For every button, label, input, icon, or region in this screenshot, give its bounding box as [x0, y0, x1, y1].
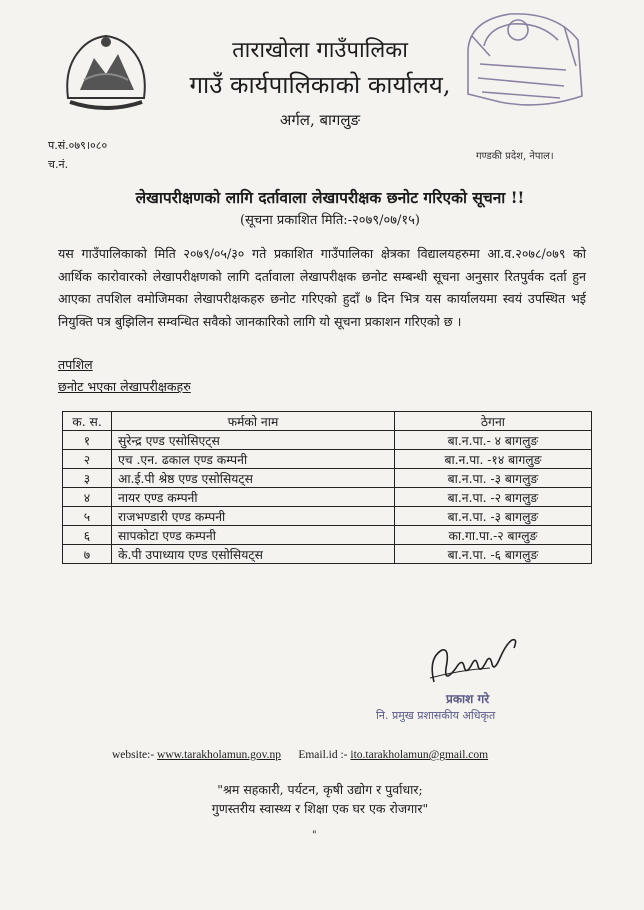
signatory-name: प्रकाश गरे: [446, 692, 490, 706]
address-cell: का.गा.पा.-२ बाग्लुङ: [394, 526, 591, 545]
table-row: [63, 507, 592, 526]
footer-mark: ": [312, 830, 317, 841]
firm-cell: एच .एन. ढकाल एण्ड कम्पनी: [112, 450, 395, 469]
table-row: [63, 545, 592, 564]
email-label: Email.id :-: [298, 749, 348, 761]
office-address: अर्गल, बागलुङ: [279, 111, 361, 129]
handwritten-signature: [420, 628, 540, 690]
dispatch-number: च.नं.: [48, 158, 69, 171]
notice-title: लेखापरीक्षणको लागि दर्तावाला लेखापरीक्षक छनोट गरिएको सूचना !!: [135, 188, 525, 207]
notice-body: यस गाउँपालिकाको मिति २०७९/०५/३० गते प्रकाशित गाउँपालिका क्षेत्रका विद्यालयहरुमा आ.व.२०७८/०७९ को आर्थिक कारोवारको लेखापरीक्षणको लागि दर्तावाला लेखापरीक्षक छनोट सम्बन्धी सूचना अनुसार रितपुर्वक दर्ता हुन आएका तपशिल वमोजिमका लेखापरीक्षकहरु छनोट गरिएको हुदाँ ७ दिन भित्र यस कार्यालयमा स्वयं उपस्थित भई नियुक्ति पत्र बुझिलिन सम्वन्धित सवैको जानकारिको लागि यो सूचना प्रकाशन गरिएको छ ।: [58, 246, 586, 329]
notice-publish-date: (सूचना प्रकाशित मिति:-२०७९/०७/१५): [240, 213, 420, 228]
address-cell: बा.न.पा. -६ बागलुङ: [394, 545, 591, 564]
address-cell: बा.न.पा. -१४ बागलुङ: [394, 450, 591, 469]
table-row: [63, 450, 592, 469]
serial-cell: ६: [63, 526, 112, 545]
website-link[interactable]: www.tarakholamun.gov.np: [157, 749, 282, 761]
serial-cell: ४: [63, 488, 112, 507]
letter-number: प.सं.०७९।०८०: [48, 139, 108, 152]
serial-cell: ७: [63, 545, 112, 564]
table-row: [63, 431, 592, 450]
website-label: website:-: [112, 749, 155, 761]
firm-cell: के.पी उपाध्याय एण्ड एसोसियट्स: [112, 545, 395, 564]
motto-line-2: गुणस्तरीय स्वास्थ्य र शिक्षा एक घर एक रोजगार": [211, 801, 429, 816]
table-row: [63, 488, 592, 507]
municipality-name: ताराखोला गाउँपालिका: [232, 38, 408, 63]
table-header-row: [63, 412, 592, 431]
table-row: [63, 469, 592, 488]
office-name: गाउँ कार्यपालिकाको कार्यालय,: [189, 71, 451, 99]
serial-cell: १: [63, 431, 112, 450]
serial-cell: २: [63, 450, 112, 469]
serial-cell: ३: [63, 469, 112, 488]
firm-cell: सापकोटा एण्ड कम्पनी: [112, 526, 395, 545]
email-link[interactable]: ito.tarakholamun@gmail.com: [350, 749, 489, 761]
signatory-title: नि. प्रमुख प्रशासकीय अधिकृत: [376, 709, 496, 722]
motto-line-1: "श्रम सहकारी, पर्यटन, कृषी उद्योग र पुर्वाधार;: [217, 782, 423, 797]
address-cell: बा.न.पा. -३ बागलुङ: [394, 469, 591, 488]
firm-cell: नायर एण्ड कम्पनी: [112, 488, 395, 507]
col-firm-name: फर्मको नाम: [112, 412, 395, 431]
nepal-emblem-icon: [60, 28, 152, 112]
firm-cell: सुरेन्द्र एण्ड एसोसिएट्स: [112, 431, 395, 450]
col-address: ठेगना: [394, 412, 591, 431]
col-serial: क. स.: [63, 412, 112, 431]
selected-auditors-label: छनोट भएका लेखापरीक्षकहरु: [58, 379, 191, 394]
address-cell: बा.न.पा. -२ बागलुङ: [394, 488, 591, 507]
table-row: [63, 526, 592, 545]
address-cell: बा.न.पा. -३ बागलुङ: [394, 507, 591, 526]
address-cell: बा.न.पा.- ४ बागलुङ: [394, 431, 591, 450]
province-label: गण्डकी प्रदेश, नेपाल।: [476, 151, 554, 162]
firm-cell: राजभण्डारी एण्ड कम्पनी: [112, 507, 395, 526]
serial-cell: ५: [63, 507, 112, 526]
contact-line: [112, 749, 552, 761]
firm-cell: आ.ई.पी श्रेष्ठ एण्ड एसोसियट्स: [112, 469, 395, 488]
tapsil-label: तपशिल: [58, 357, 93, 372]
auditor-table: [62, 411, 592, 564]
